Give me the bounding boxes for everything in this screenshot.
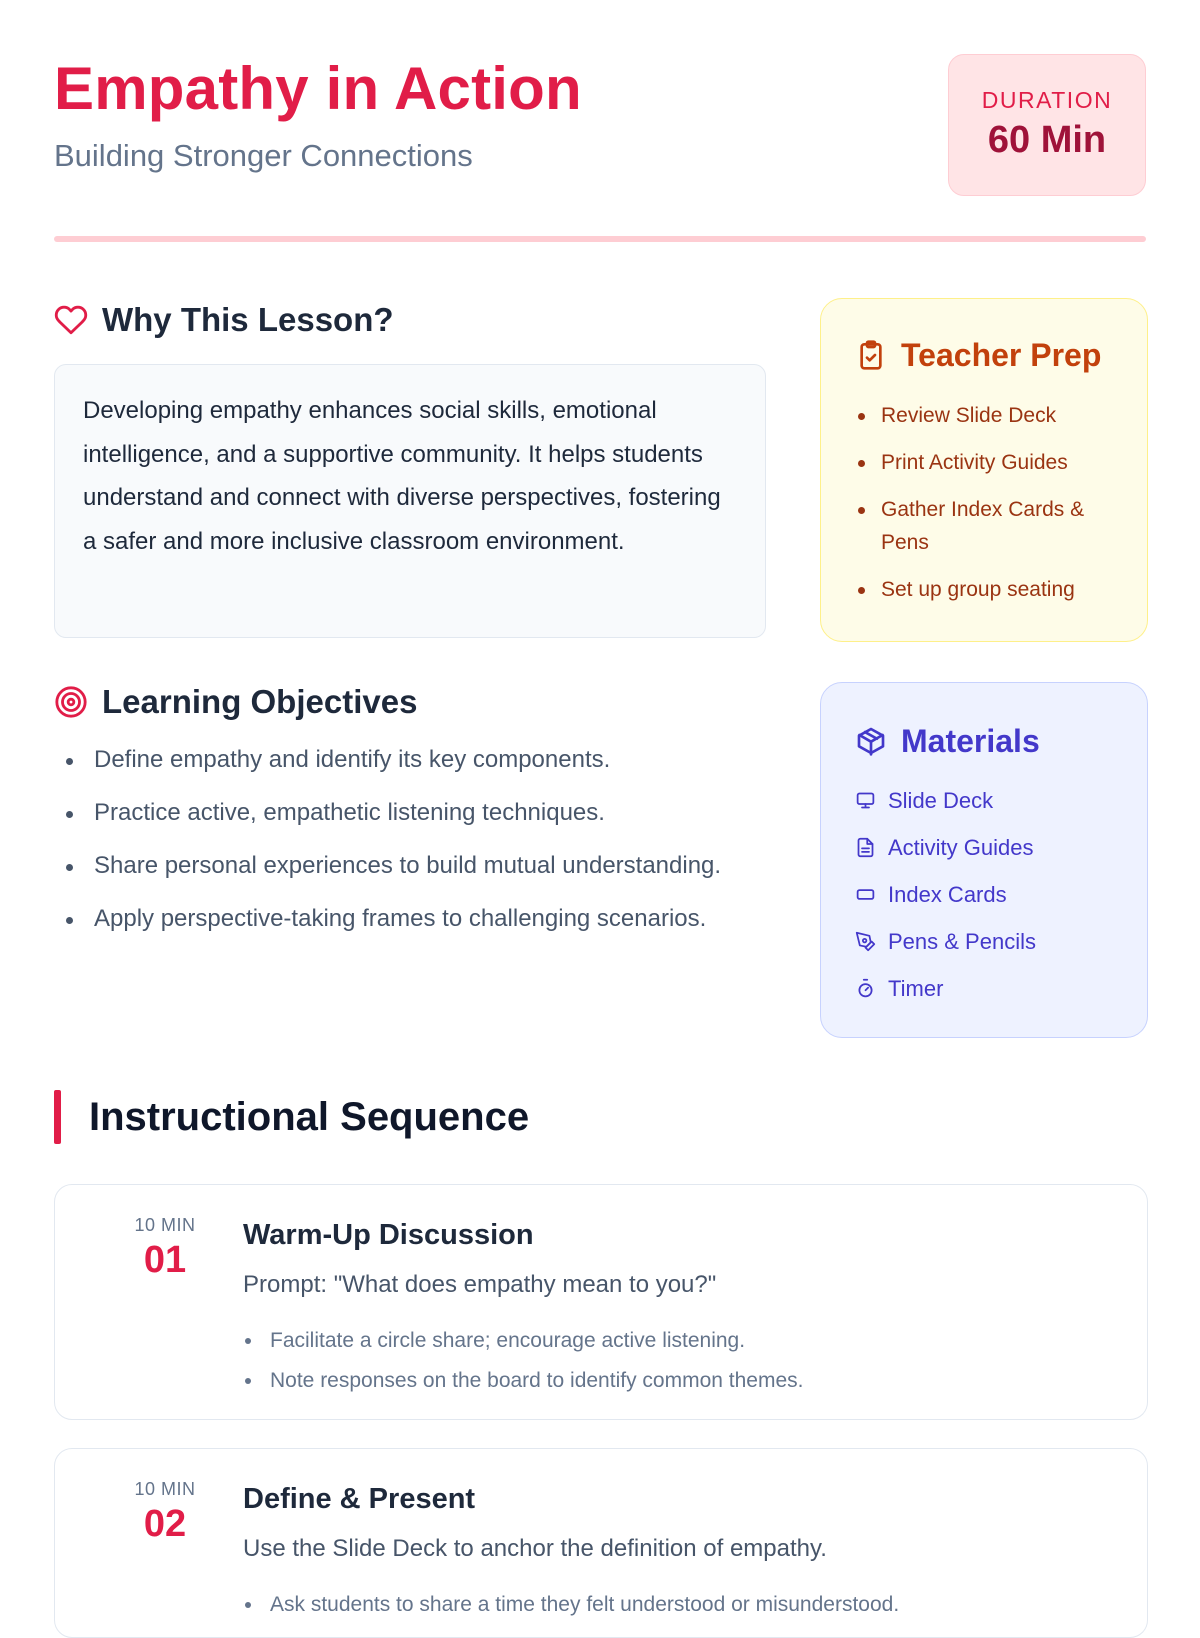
objective-item: Define empathy and identify its key components. [54, 740, 754, 780]
materials-header [855, 719, 1113, 763]
why-body: Developing empathy enhances social skills, emotional intelligence, and a supportive community. It helps students understand and connect with diverse perspectives, fostering a safer and more inclusive classroom environment. [83, 397, 721, 555]
material-item [855, 871, 1113, 918]
prep-item: Gather Index Cards & Pens [855, 493, 1113, 559]
sequence-step-card [54, 1184, 1148, 1420]
target-icon [54, 685, 88, 719]
step-number: 02 [143, 1503, 187, 1545]
why-heading: Why This Lesson? [102, 301, 394, 338]
why-card [54, 364, 766, 638]
page-header [54, 48, 1146, 198]
sequence-accent-bar [54, 1090, 61, 1144]
teacher-prep-card [820, 298, 1148, 642]
step-description: Prompt: "What does empathy mean to you?" [243, 1271, 717, 1298]
step-bullets [243, 1321, 803, 1401]
prep-item: Set up group seating [855, 573, 1113, 606]
header-divider [54, 236, 1146, 242]
pen-icon [855, 931, 876, 952]
objectives-section-heading [54, 678, 417, 726]
step-bullet: Facilitate a circle share; encourage active listening. [243, 1321, 803, 1361]
sequence-heading: Instructional Sequence [89, 1094, 530, 1139]
step-title: Warm-Up Discussion [243, 1219, 534, 1251]
material-item [855, 824, 1113, 871]
material-label: Timer [888, 975, 944, 1001]
timer-icon [855, 978, 876, 999]
page-title: Empathy in Action [54, 55, 582, 122]
materials-card [820, 682, 1148, 1038]
objectives-heading: Learning Objectives [102, 683, 418, 720]
clipboard-check-icon [855, 339, 887, 371]
materials-list [855, 777, 1113, 1012]
why-section-heading [54, 296, 394, 344]
objective-item: Share personal experiences to build mutual understanding. [54, 846, 754, 886]
sequence-section-heading [54, 1090, 529, 1144]
card-icon [855, 884, 876, 905]
objective-item: Practice active, empathetic listening techniques. [54, 793, 754, 833]
material-label: Activity Guides [888, 834, 1034, 860]
objective-item: Apply perspective-taking frames to challenging scenarios. [54, 899, 754, 939]
teacher-prep-heading: Teacher Prep [901, 336, 1102, 373]
objectives-list [54, 740, 754, 952]
material-item [855, 918, 1113, 965]
step-time: 10 MIN [134, 1215, 196, 1235]
step-time: 10 MIN [134, 1479, 196, 1499]
material-label: Slide Deck [888, 787, 994, 813]
material-label: Pens & Pencils [888, 928, 1036, 954]
monitor-icon [855, 790, 876, 811]
material-item [855, 965, 1113, 1012]
duration-badge [948, 54, 1146, 196]
document-icon [855, 837, 876, 858]
teacher-prep-header [855, 333, 1113, 377]
material-item [855, 777, 1113, 824]
materials-heading: Materials [901, 722, 1040, 759]
prep-item: Review Slide Deck [855, 399, 1113, 432]
package-icon [855, 725, 887, 757]
step-title: Define & Present [243, 1483, 476, 1515]
material-label: Index Cards [888, 881, 1007, 907]
step-number: 01 [143, 1239, 187, 1281]
step-bullets [243, 1585, 899, 1625]
duration-label: DURATION [981, 87, 1113, 113]
step-description: Use the Slide Deck to anchor the definition of empathy. [243, 1535, 827, 1562]
page-subtitle: Building Stronger Connections [54, 138, 473, 173]
duration-value: 60 Min [987, 119, 1107, 161]
step-bullet: Ask students to share a time they felt understood or misunderstood. [243, 1585, 899, 1625]
step-bullet: Note responses on the board to identify common themes. [243, 1361, 803, 1401]
teacher-prep-list [855, 399, 1113, 606]
prep-item: Print Activity Guides [855, 446, 1113, 479]
sequence-step-card [54, 1448, 1148, 1638]
heart-icon [54, 303, 88, 337]
